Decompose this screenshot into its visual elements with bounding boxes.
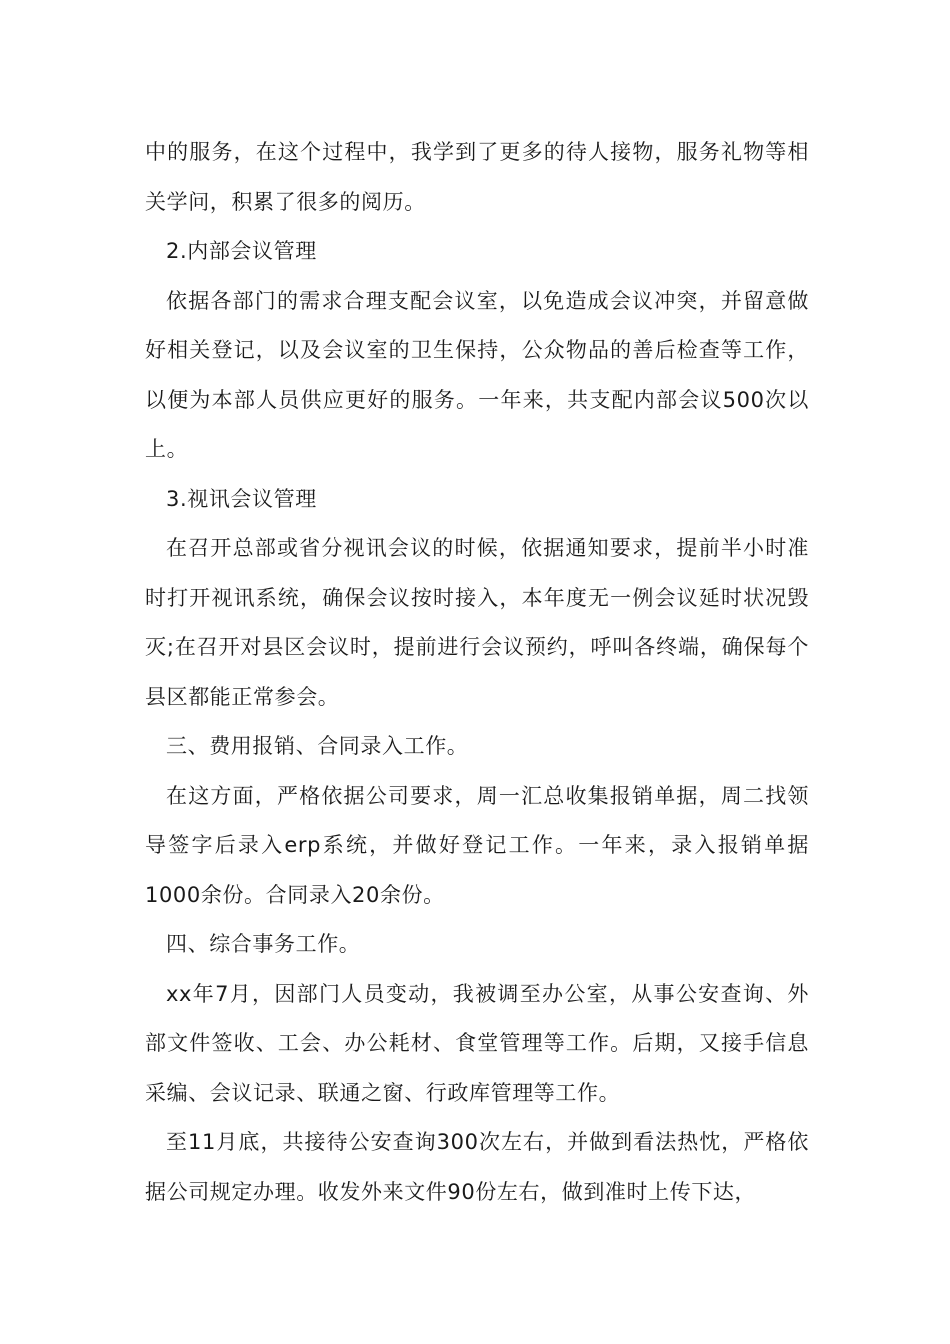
paragraph-internal-meeting: 依据各部门的需求合理支配会议室，以免造成会议冲突，并留意做好相关登记，以及会议室的卫生保持，公众物品的善后检查等工作，以便为本部人员供应更好的服务。一年来，共支配内部会议500次以上。 [145,288,809,461]
heading-video-meeting: 3.视讯会议管理 [166,486,317,511]
heading-internal-meeting: 2.内部会议管理 [166,239,317,263]
paragraph-service-continued: 中的服务，在这个过程中，我学到了更多的待人接物，服务礼物等相关学问，积累了很多的阅历。 [145,140,809,214]
document-body [145,128,809,1217]
paragraph-police-inquiry: 至11月底，共接待公安查询300次左右，并做到看法热忱，严格依据公司规定办理。收发外来文件90份左右，做到准时上传下达， [145,1130,809,1204]
paragraph-video-meeting: 在召开总部或省分视讯会议的时候，依据通知要求，提前半小时准时打开视讯系统，确保会议按时接入，本年度无一例会议延时状况毁灭;在召开对县区会议时，提前进行会议预约，呼叫各终端，确保每个县区都能正常参会。 [145,536,809,709]
heading-expense-contract: 三、费用报销、合同录入工作。 [166,734,469,758]
paragraph-expense-contract: 在这方面，严格依据公司要求，周一汇总收集报销单据，周二找领导签字后录入erp系统，并做好登记工作。一年来，录入报销单据1000余份。合同录入20余份。 [145,783,809,907]
heading-general-affairs: 四、综合事务工作。 [166,932,361,956]
paragraph-general-affairs: xx年7月，因部门人员变动，我被调至办公室，从事公安查询、外部文件签收、工会、办公耗材、食堂管理等工作。后期，又接手信息采编、会议记录、联通之窗、行政库管理等工作。 [145,981,809,1105]
